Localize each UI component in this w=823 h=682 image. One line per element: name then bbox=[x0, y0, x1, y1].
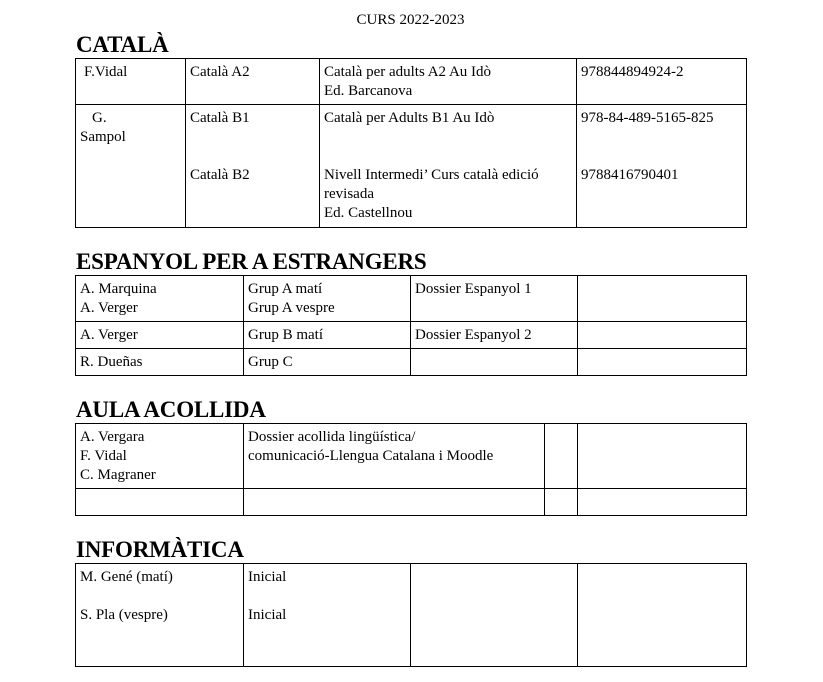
empty-cell bbox=[411, 564, 578, 667]
empty-cell bbox=[545, 489, 578, 516]
informatica-table bbox=[75, 563, 747, 667]
group-cell bbox=[244, 349, 411, 376]
empty-cell bbox=[76, 489, 244, 516]
group-name: Grup A matí bbox=[248, 281, 323, 297]
teacher-cell bbox=[76, 349, 244, 376]
teacher-name: G. bbox=[92, 110, 107, 126]
book-cell bbox=[320, 105, 577, 228]
teacher-name: R. Dueñas bbox=[80, 354, 143, 370]
table-row bbox=[76, 489, 747, 516]
isbn-cell bbox=[577, 105, 747, 228]
book-title: Dossier acollida lingüística/ bbox=[248, 429, 416, 445]
table-row bbox=[76, 105, 747, 228]
table-row bbox=[76, 564, 747, 667]
isbn: 978844894924-2 bbox=[581, 64, 684, 80]
book-title: Dossier Espanyol 2 bbox=[415, 327, 532, 343]
table-row bbox=[76, 424, 747, 489]
book-title: Dossier Espanyol 1 bbox=[415, 281, 532, 297]
level-cell bbox=[186, 105, 320, 228]
empty-cell bbox=[578, 424, 747, 489]
section-title-acollida: AULA ACOLLIDA bbox=[76, 397, 266, 422]
book-title: comunicació-Llengua Catalana i Moodle bbox=[248, 448, 494, 464]
empty-cell bbox=[545, 424, 578, 489]
course-level: Inicial bbox=[248, 607, 287, 623]
table-row bbox=[76, 276, 747, 322]
teacher-name: S. Pla (vespre) bbox=[80, 607, 168, 623]
book-title: Nivell Intermedi’ Curs català edició revisada bbox=[324, 167, 539, 202]
book-publisher: Ed. Barcanova bbox=[324, 83, 413, 99]
empty-cell bbox=[578, 489, 747, 516]
empty-cell bbox=[244, 489, 545, 516]
teacher-cell bbox=[76, 564, 244, 667]
catala-table bbox=[75, 58, 747, 228]
section-title-espanyol: ESPANYOL PER A ESTRANGERS bbox=[76, 249, 427, 274]
book-cell bbox=[244, 424, 545, 489]
book-title: Català per Adults B1 Au Idò bbox=[324, 110, 495, 126]
course-level: Català B2 bbox=[190, 167, 250, 183]
isbn: 978-84-489-5165-825 bbox=[581, 110, 714, 126]
table-row bbox=[76, 59, 747, 105]
teacher-cell bbox=[76, 322, 244, 349]
teacher-name: F. Vidal bbox=[80, 448, 127, 464]
teacher-name: A. Vergara bbox=[80, 429, 145, 445]
espanyol-table bbox=[75, 275, 747, 376]
table-row bbox=[76, 322, 747, 349]
teacher-cell bbox=[76, 105, 186, 228]
book-cell bbox=[411, 349, 578, 376]
teacher-cell bbox=[76, 59, 186, 105]
teacher-name: A. Marquina bbox=[80, 281, 157, 297]
teacher-name: M. Gené (matí) bbox=[80, 569, 173, 585]
teacher-name: F.Vidal bbox=[84, 64, 128, 80]
book-cell bbox=[320, 59, 577, 105]
course-level: Inicial bbox=[248, 569, 287, 585]
teacher-cell bbox=[76, 424, 244, 489]
group-name: Grup C bbox=[248, 354, 293, 370]
extra-cell bbox=[578, 276, 747, 322]
level-cell bbox=[186, 59, 320, 105]
level-cell bbox=[244, 564, 411, 667]
book-cell bbox=[411, 322, 578, 349]
course-level: Català B1 bbox=[190, 110, 250, 126]
group-name: Grup A vespre bbox=[248, 300, 335, 316]
teacher-name: A. Verger bbox=[80, 327, 138, 343]
teacher-name: Sampol bbox=[80, 129, 126, 145]
book-title: Català per adults A2 Au Idò bbox=[324, 64, 492, 80]
book-publisher: Ed. Castellnou bbox=[324, 205, 413, 221]
isbn: 9788416790401 bbox=[581, 167, 679, 183]
group-name: Grup B matí bbox=[248, 327, 323, 343]
section-title-catala: CATALÀ bbox=[76, 32, 169, 57]
book-cell bbox=[411, 276, 578, 322]
document-title: CURS 2022-2023 bbox=[356, 12, 465, 28]
table-row bbox=[76, 349, 747, 376]
section-title-informatica: INFORMÀTICA bbox=[76, 537, 244, 562]
acollida-table bbox=[75, 423, 747, 516]
group-cell bbox=[244, 322, 411, 349]
extra-cell bbox=[578, 322, 747, 349]
teacher-name: A. Verger bbox=[80, 300, 138, 316]
course-level: Català A2 bbox=[190, 64, 250, 80]
empty-cell bbox=[578, 564, 747, 667]
extra-cell bbox=[578, 349, 747, 376]
isbn-cell bbox=[577, 59, 747, 105]
group-cell bbox=[244, 276, 411, 322]
teacher-cell bbox=[76, 276, 244, 322]
teacher-name: C. Magraner bbox=[80, 467, 156, 483]
